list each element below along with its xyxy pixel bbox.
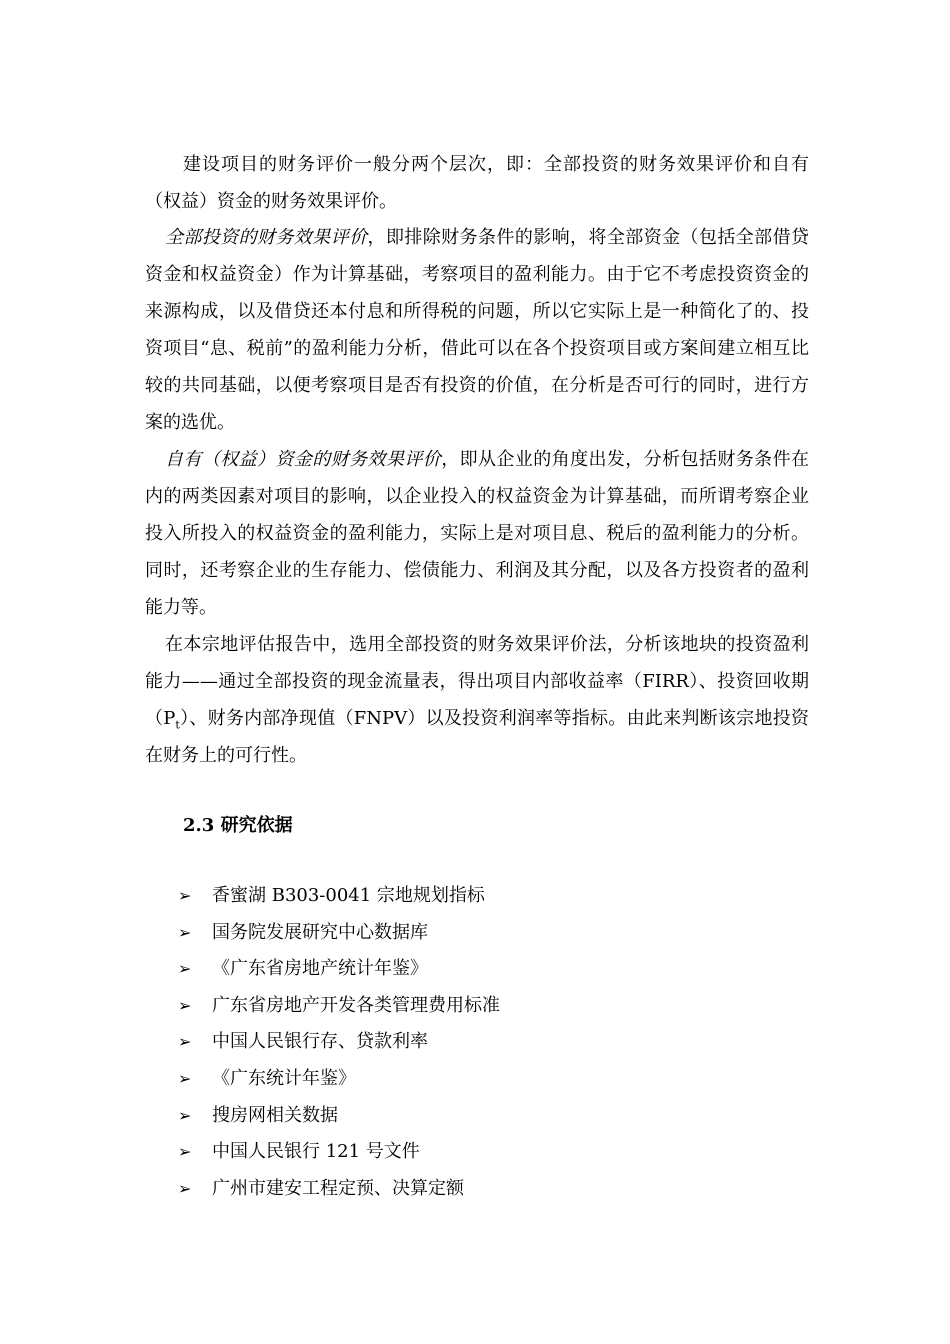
paragraph-equity-capital bbox=[145, 441, 809, 626]
paragraph-text: 在本宗地评估报告中，选用全部投资的财务效果评价法，分析该地块的投资盈利能力——通过全部投资的现金流量表，得出项目内部收益率（FIRR）、投资回收期（P bbox=[145, 634, 809, 729]
list-item-label: 《广东统计年鉴》 bbox=[212, 1067, 356, 1089]
arrow-bullet-icon: ➢ bbox=[178, 1178, 192, 1198]
list-item bbox=[178, 1171, 500, 1208]
arrow-bullet-icon: ➢ bbox=[178, 886, 192, 905]
list-item-label: 国务院发展研究中心数据库 bbox=[212, 921, 428, 943]
arrow-bullet-icon: ➢ bbox=[178, 995, 192, 1015]
list-item-label: 中国人民银行存、贷款利率 bbox=[212, 1031, 428, 1053]
arrow-bullet-icon: ➢ bbox=[178, 1105, 192, 1125]
list-item bbox=[178, 951, 500, 988]
subscript-t: t bbox=[175, 718, 180, 732]
list-item bbox=[178, 915, 500, 952]
list-item-label: 香蜜湖 B303-0041 宗地规划指标 bbox=[212, 885, 485, 906]
paragraph-text: ）、财务内部净现值（FNPV）以及投资利润率等指标。由此来判断该宗地投资在财务上的可行性。 bbox=[145, 708, 809, 766]
paragraph-method-selection bbox=[145, 626, 809, 774]
list-item-label: 广州市建安工程定预、决算定额 bbox=[212, 1177, 464, 1199]
arrow-bullet-icon: ➢ bbox=[178, 1032, 192, 1052]
list-item bbox=[178, 1061, 500, 1098]
paragraph-evaluation-levels bbox=[145, 146, 809, 220]
arrow-bullet-icon: ➢ bbox=[178, 1068, 192, 1088]
arrow-bullet-icon: ➢ bbox=[178, 1142, 192, 1162]
list-item bbox=[178, 1024, 500, 1061]
paragraph-text: ，即从企业的角度出发，分析包括财务条件在内的两类因素对项目的影响，以企业投入的权益资金为计算基础，而所谓考察企业投入所投入的权益资金的盈利能力，实际上是对项目息、税后的盈利能力的分析。同时，还考察企业的生存能力、偿债能力、利润及其分配，以及各方投资者的盈利能力等。 bbox=[145, 449, 810, 618]
list-item-label: 搜房网相关数据 bbox=[212, 1104, 338, 1126]
list-item-label: 《广东省房地产统计年鉴》 bbox=[212, 958, 428, 980]
list-item bbox=[178, 1098, 500, 1135]
list-item-label: 中国人民银行 121 号文件 bbox=[212, 1141, 420, 1163]
term-equity-capital: 自有（权益）资金的财务效果评价 bbox=[165, 449, 442, 470]
section-heading: 2.3 研究依据 bbox=[183, 815, 293, 836]
paragraph-text: ，即排除财务条件的影响，将全部资金（包括全部借贷资金和权益资金）作为计算基础，考察项目的盈利能力。由于它不考虑投资资金的来源构成，以及借贷还本付息和所得税的问题，所以它实际上是一种简化了的、投资项目“息、税前”的盈利能力分析，借此可以在各个投资项目或方案间建立相互比较的共同基础，以便考察项目是否有投资的价值，在分析是否可行的同时，进行方案的选优。 bbox=[145, 227, 809, 433]
list-item-label: 广东省房地产开发各类管理费用标准 bbox=[212, 994, 500, 1016]
arrow-bullet-icon: ➢ bbox=[178, 959, 192, 979]
term-total-investment: 全部投资的财务效果评价 bbox=[165, 227, 368, 248]
list-item bbox=[178, 878, 500, 915]
paragraph-total-investment bbox=[145, 219, 809, 441]
list-item bbox=[178, 988, 500, 1025]
list-item bbox=[178, 1134, 500, 1171]
arrow-bullet-icon: ➢ bbox=[178, 922, 192, 942]
reference-list bbox=[178, 878, 500, 1207]
paragraph-text: 建设项目的财务评价一般分两个层次，即：全部投资的财务效果评价和自有（权益）资金的财务效果评价。 bbox=[145, 154, 809, 212]
